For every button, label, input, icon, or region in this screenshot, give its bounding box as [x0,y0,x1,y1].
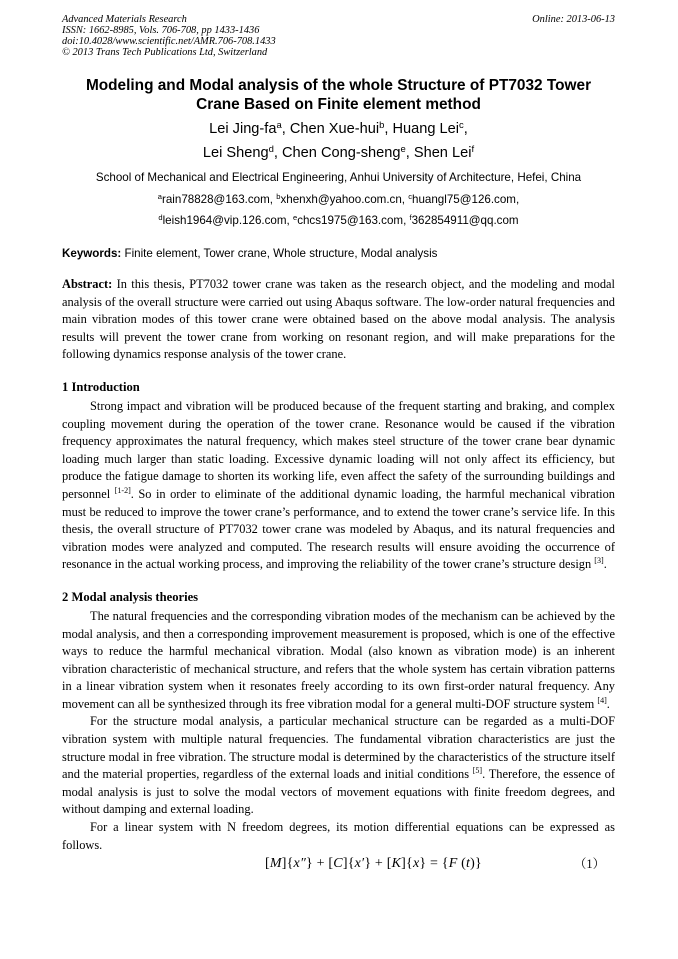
section-heading: 2 Modal analysis theories [62,589,199,604]
paragraph-text: . Therefore, the essence of modal analysis is just to solve the modal vectors of movement equations with finite freedom degrees, and without damping and external loading. [62,767,615,817]
issn-line: ISSN: 1662-8985, Vols. 706-708, pp 1433-1436 [62,25,260,36]
eq-term: } = { [419,856,449,872]
eq-term: M [269,856,282,872]
eq-term: K [391,856,402,872]
affiliation: School of Mechanical and Electrical Engineering, Anhui University of Architecture, Hefei, China [95,171,582,184]
email-line-2 [62,210,615,231]
paper-page [62,14,615,878]
copyright-line: © 2013 Trans Tech Publications Ltd, Switzerland [62,47,268,58]
doi-line: doi:10.4028/www.scientific.net/AMR.706-708.1433 [62,36,276,47]
email-mark: b [276,191,281,201]
author-mark: a [276,119,282,131]
separator: , [281,121,290,137]
title-line-2: Crane Based on Finite element method [196,96,481,113]
eq-term: [ [265,856,270,872]
author-name: Lei Sheng [202,145,269,161]
email-line-1 [62,189,615,210]
email-address: chcs1975@163.com [297,214,404,227]
eq-term: ]{ [342,856,355,872]
author-mark: c [459,119,464,131]
paragraph [62,713,615,819]
email-address: rain78828@163.com [161,193,270,206]
keywords [62,246,615,262]
author-name: Huang Lei [392,121,460,137]
citation: [4] [597,696,607,706]
author-line-2 [62,141,615,165]
paragraph [62,608,615,714]
email-address: huangl75@126.com [412,193,516,206]
equation-number: （1） [574,857,605,872]
paragraph-text: For the structure modal analysis, a particular mechanical structure can be regarded as a multi-DOF vibration system with multiple natural frequencies. The fundamental vibration characteristics are just the structure modal in free vibration. The structure modal is determined by the characteristics of the structure itself and the material properties, regardless of the external loads and initial conditions [62,714,615,782]
email-mark: e [292,212,298,222]
paragraph-text: The natural frequencies and the corresponding vibration modes of the mechanism can be achieved by the modal analysis, and then a corresponding improvement measurement is proposed, which is one of the effective ways to reduce the harmful mechanical vibration. Modal (also known as vibration mode) is an inherent vibration characteristic of mechanical structure, and refers that the whole system has certain vibration patterns in a linear vibration system when it resonates freely according to its own first-order natural frequency. Any movement can all be synthesized through its free vibration modal for a general multi-DOF structure system [62,608,615,711]
paragraph-text: . [603,557,607,572]
email-mark: d [158,212,163,222]
equation-body [265,852,482,876]
abstract-text: In this thesis, PT7032 tower crane was taken as the research object, and the modeling and modal analysis of the overall structure were carried out using Abaqus software. The low-order natural frequencies and main vibration modes of this tower crane were obtained based on the above modal analysis. The analysis results will prevent the tower crane from working on resonant region, and will make preparations for the following dynamics response analysis of the tower crane. [62,277,615,362]
email-address: 362854911@qq.com [411,214,519,227]
keywords-text: Finite element, Tower crane, Whole structure, Modal analysis [121,247,438,260]
paper-title [62,76,615,114]
email-list [62,189,615,231]
eq-term: ]{ [281,856,294,872]
separator: , [515,193,520,206]
keywords-label: Keywords: [62,247,122,260]
author-mark: f [471,143,475,155]
email-address: leish1964@vip.126.com [162,214,287,227]
eq-term: } + [ [306,856,334,872]
separator: , [273,145,282,161]
abstract [62,276,615,364]
separator: , [384,121,393,137]
author-name: Chen Xue-hui [289,121,380,137]
citation: [3] [594,556,604,566]
eq-term: F [448,856,458,872]
author-line-1 [62,117,615,141]
paragraph-text: Strong impact and vibration will be produced because of the frequent starting and braking, and complex coupling movement during the operation of the tower crane. Resonance would be caused if the vibration frequency approximates the natural frequency, which makes steel structure of the tower crane bear dynamic loading much larger than static loading. Excessive dynamic loading will not only affect its efficiency, but produce the fatigue damage to shorten its working life, even affect the safety of the surrounding buildings and personnel [62,398,615,501]
email-mark: c [408,191,413,201]
eq-term: ( [457,856,467,872]
eq-term: x′ [354,856,365,872]
author-name: Chen Cong-sheng [282,145,401,161]
eq-term: ]{ [401,856,413,872]
separator: , [403,214,410,227]
equation-1 [62,854,615,878]
section-modal-theories [62,608,615,854]
paragraph [62,819,615,854]
author-name: Shen Lei [413,145,472,161]
title-line-1: Modeling and Modal analysis of the whole Structure of PT7032 Tower [85,77,592,94]
author-mark: e [400,143,406,155]
paragraph-text: For a linear system with N freedom degrees, its motion differential equations can be expressed as follows. [62,820,615,852]
separator: , [286,214,293,227]
journal-name: Advanced Materials Research [62,14,187,25]
online-date: Online: 2013-06-13 [532,14,615,25]
eq-term: x″ [293,856,306,872]
eq-term: )} [470,856,482,872]
citation: [1-2] [114,486,131,496]
author-mark: b [379,119,385,131]
author-list [62,117,615,165]
author-mark: d [268,143,274,155]
paragraph-text: . [606,696,610,711]
journal-header [62,14,615,58]
eq-term: } + [ [364,856,392,872]
separator: , [269,193,277,206]
eq-term: x [412,856,420,872]
eq-term: t [466,856,471,872]
abstract-label: Abstract: [62,277,113,291]
author-name: Lei Jing-fa [209,121,277,137]
paragraph [62,398,615,574]
separator: , [405,145,414,161]
paragraph-text: . So in order to eliminate of the additional dynamic loading, the harmful mechanical vibration must be reduced to improve the tower crane’s performance, and to extend the tower crane’s service life. In this thesis, the overall structure of PT7032 tower crane was modeled by Abaqus, and its natural frequencies and vibration modes were analyzed and computed. The research results will ensure avoiding the occurrence of resonance in the actual working process, and improving the reliability of the tower crane’s structure design [62,486,615,572]
section-introduction [62,398,615,574]
email-mark: f [409,212,412,222]
separator: , [401,193,409,206]
citation: [5] [472,766,483,776]
separator: , [463,121,468,137]
eq-term: C [333,856,343,872]
section-heading: 1 Introduction [62,379,140,394]
email-address: xhenxh@yahoo.com.cn [280,193,402,206]
email-mark: a [157,191,162,201]
